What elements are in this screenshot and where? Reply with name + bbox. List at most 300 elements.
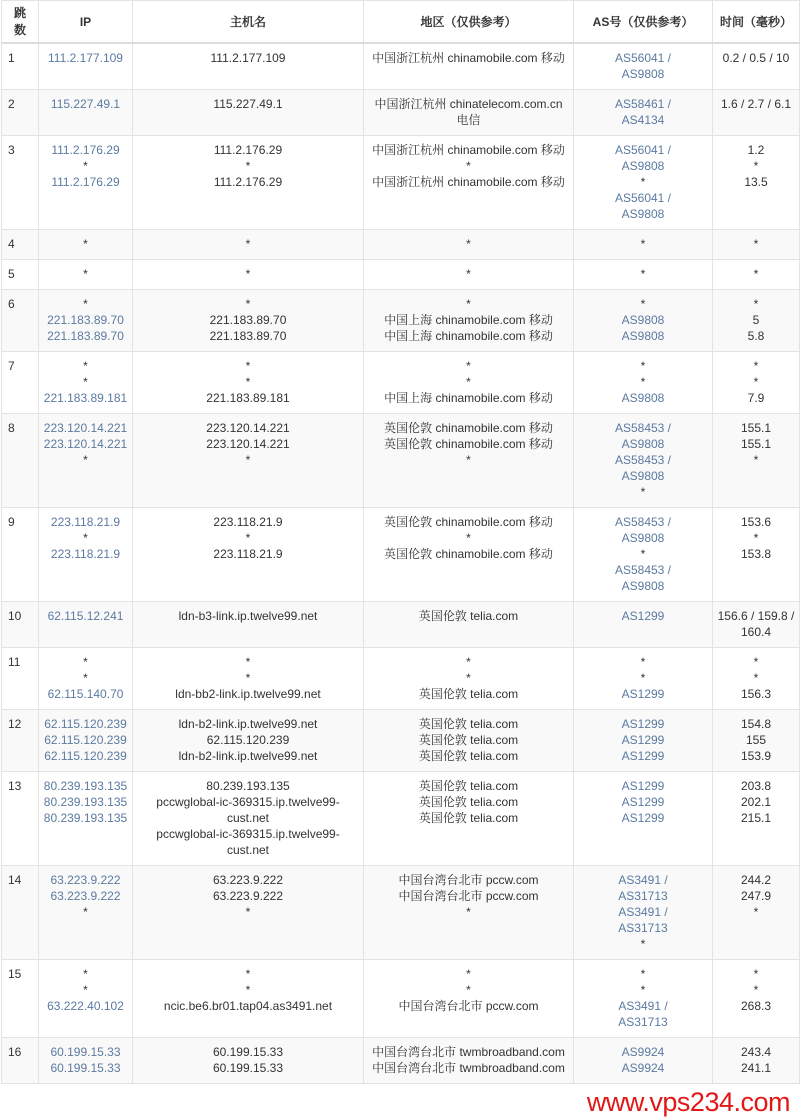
time-cell [713,710,800,772]
host-line: 223.120.14.221 [206,437,290,451]
host-line: 111.2.177.109 [210,51,286,65]
hop-cell: 10 [2,602,39,648]
table-row [2,648,800,710]
table-row [2,290,800,352]
region-line: * [466,297,471,311]
time-line: 155.1 [740,437,772,451]
region-line: 英国伦敦 telia.com [418,733,519,747]
as-link[interactable]: AS58453 / [614,421,672,435]
header-ip: IP [39,1,133,44]
region-cell [364,866,574,960]
table-row [2,1038,800,1084]
host-line: * [245,671,251,685]
hostname-cell [133,136,364,230]
ip-line: * [83,375,88,389]
table-row [2,352,800,414]
time-line: 247.9 [740,889,772,903]
region-line: * [466,655,471,669]
region-line: * [466,453,471,467]
region-line: * [466,267,471,281]
hop-cell: 4 [2,230,39,260]
as-cell [574,352,713,414]
as-link[interactable]: AS9808 [621,579,665,593]
time-cell [713,772,800,866]
time-line: 153.6 [740,515,772,529]
region-cell [364,960,574,1038]
host-line: 221.183.89.70 [209,313,287,327]
as-cell [574,43,713,90]
ip-link[interactable]: 60.199.15.33 [50,1045,121,1059]
region-line: * [466,905,471,919]
region-line: 中国浙江杭州 chinatelecom.com.cn [374,97,563,111]
host-line: ldn-bb2-link.ip.twelve99.net [175,687,321,701]
ip-link[interactable]: 223.120.14.221 [43,421,128,435]
region-line: 英国伦敦 telia.com [418,795,519,809]
region-line: 中国浙江杭州 chinamobile.com 移动 [372,143,565,157]
ip-cell [39,602,133,648]
host-line: * [245,375,251,389]
time-cell [713,230,800,260]
table-row [2,602,800,648]
table-row [2,508,800,602]
as-line: * [640,967,646,981]
as-link[interactable]: AS9808 [621,67,665,81]
as-line: * [640,237,646,251]
time-line: * [753,655,759,669]
region-line: * [466,237,471,251]
host-line: 60.199.15.33 [212,1045,284,1059]
as-cell [574,648,713,710]
header-hop: 跳数 [2,1,39,44]
hostname-cell [133,290,364,352]
region-line: * [466,531,471,545]
as-link[interactable]: AS56041 / [614,143,672,157]
region-line: 中国上海 chinamobile.com 移动 [384,329,553,343]
region-cell [364,414,574,508]
ip-cell [39,43,133,90]
as-link[interactable]: AS31713 [618,889,668,903]
host-line: * [245,359,251,373]
time-cell [713,1038,800,1084]
as-line: * [640,671,646,685]
region-line: 中国上海 chinamobile.com 移动 [384,391,553,405]
time-line: * [753,297,759,311]
as-link[interactable]: AS9808 [621,329,665,343]
ip-line: * [83,671,88,685]
hostname-cell [133,508,364,602]
table-row [2,414,800,508]
hostname-cell [133,710,364,772]
as-line: * [640,547,646,561]
as-line: * [640,267,646,281]
time-line: 203.8 [740,779,772,793]
table-row [2,136,800,230]
as-line: * [640,655,646,669]
time-line: 154.8 [740,717,772,731]
time-line: * [753,453,759,467]
table-row [2,43,800,90]
region-cell [364,1038,574,1084]
hop-cell: 2 [2,90,39,136]
host-line: * [245,905,251,919]
time-line: 268.3 [740,999,772,1013]
time-line: 202.1 [740,795,772,809]
hop-cell: 6 [2,290,39,352]
region-line: 电信 [456,113,481,127]
ip-cell [39,508,133,602]
time-line: 241.1 [740,1061,772,1075]
host-line: * [245,453,251,467]
ip-link[interactable]: 63.222.40.102 [47,999,124,1013]
ip-line: * [83,655,88,669]
host-line: 63.223.9.222 [212,873,284,887]
host-line: * [245,159,251,173]
as-line: * [640,375,646,389]
ip-cell [39,648,133,710]
hop-cell: 1 [2,43,39,90]
host-line: 223.120.14.221 [206,421,290,435]
ip-cell [39,260,133,290]
as-cell [574,260,713,290]
as-cell [574,1038,713,1084]
host-line: cust.net [226,811,270,825]
as-link[interactable]: AS9808 [621,207,665,221]
hostname-cell [133,648,364,710]
table-row [2,960,800,1038]
hop-cell: 15 [2,960,39,1038]
as-link[interactable]: AS9808 [621,531,665,545]
region-cell [364,508,574,602]
as-line: * [640,983,646,997]
as-cell [574,508,713,602]
ip-link[interactable]: 223.120.14.221 [43,437,128,451]
ip-line: * [83,905,88,919]
as-cell [574,414,713,508]
time-cell [713,43,800,90]
region-cell [364,772,574,866]
as-link[interactable]: AS58461 / [614,97,672,111]
region-line: * [466,359,471,373]
hostname-cell [133,43,364,90]
time-cell [713,136,800,230]
hop-cell: 12 [2,710,39,772]
traceroute-table [1,0,800,1084]
time-line: 243.4 [740,1045,772,1059]
time-cell [713,290,800,352]
ip-link[interactable]: 223.118.21.9 [50,515,121,529]
hop-cell: 11 [2,648,39,710]
time-line: * [753,267,759,281]
region-line: 中国台湾台北市 twmbroadband.com [372,1045,565,1059]
as-link[interactable]: AS1299 [621,779,665,793]
as-cell [574,230,713,260]
ip-line: * [83,531,88,545]
region-line: 中国台湾台北市 pccw.com [398,873,539,887]
ip-line: * [83,267,88,281]
host-line: ldn-b2-link.ip.twelve99.net [178,749,318,763]
host-line: 223.118.21.9 [213,547,283,561]
table-row [2,230,800,260]
host-line: ldn-b2-link.ip.twelve99.net [178,717,318,731]
hop-cell: 8 [2,414,39,508]
ip-link[interactable]: 221.183.89.70 [47,313,124,327]
ip-link[interactable]: 80.239.193.135 [43,779,128,793]
ip-line: * [83,359,88,373]
hostname-cell [133,260,364,290]
region-line: 英国伦敦 chinamobile.com 移动 [384,437,553,451]
hostname-cell [133,414,364,508]
as-link[interactable]: AS58453 / [614,453,672,467]
as-link[interactable]: AS3491 / [618,873,668,887]
time-line: 1.2 [747,143,765,157]
as-link[interactable]: AS1299 [621,609,665,623]
ip-cell [39,710,133,772]
table-row [2,710,800,772]
ip-link[interactable]: 221.183.89.70 [47,329,124,343]
as-link[interactable]: AS9808 [621,391,665,405]
host-line: * [245,297,251,311]
as-link[interactable]: AS9924 [621,1045,665,1059]
ip-cell [39,136,133,230]
ip-link[interactable]: 62.115.140.70 [47,687,124,701]
host-line: * [245,237,251,251]
ip-line: * [83,237,88,251]
time-line: 5 [752,313,760,327]
header-as: AS号（仅供参考） [574,1,713,44]
ip-link[interactable]: 62.115.120.239 [44,733,127,747]
as-cell [574,960,713,1038]
region-line: 英国伦敦 telia.com [418,749,519,763]
as-link[interactable]: AS31713 [618,1015,668,1029]
time-line: 5.8 [747,329,765,343]
header-host: 主机名 [133,1,364,44]
time-cell [713,90,800,136]
region-cell [364,136,574,230]
table-row [2,260,800,290]
region-line: 中国浙江杭州 chinamobile.com 移动 [372,175,565,189]
hostname-cell [133,1038,364,1084]
region-cell [364,90,574,136]
region-line: 英国伦敦 telia.com [418,609,519,623]
as-link[interactable]: AS1299 [621,733,665,747]
as-cell [574,90,713,136]
region-line: 中国台湾台北市 twmbroadband.com [372,1061,565,1075]
as-link[interactable]: AS9808 [621,469,665,483]
ip-link[interactable]: 62.115.120.239 [44,749,127,763]
region-line: 中国台湾台北市 pccw.com [398,999,539,1013]
host-line: ncic.be6.br01.tap04.as3491.net [163,999,333,1013]
as-link[interactable]: AS3491 / [618,999,668,1013]
as-link[interactable]: AS56041 / [614,191,672,205]
as-link[interactable]: AS56041 / [614,51,672,65]
as-link[interactable]: AS9808 [621,437,665,451]
region-line: 英国伦敦 telia.com [418,687,519,701]
time-line: * [753,983,759,997]
ip-cell [39,772,133,866]
hostname-cell [133,866,364,960]
host-line: 60.199.15.33 [212,1061,284,1075]
hostname-cell [133,230,364,260]
as-link[interactable]: AS3491 / [618,905,668,919]
as-link[interactable]: AS4134 [621,113,665,127]
time-line: 7.9 [747,391,765,405]
time-line: * [753,671,759,685]
watermark: www.vps234.com [586,1087,790,1117]
time-line: * [753,359,759,373]
region-line: * [466,375,471,389]
host-line: 221.183.89.181 [206,391,290,405]
time-line: * [753,159,759,173]
as-link[interactable]: AS1299 [621,811,665,825]
as-link[interactable]: AS58453 / [614,563,672,577]
time-line: 156.6 / 159.8 / [717,609,795,623]
time-line: * [753,237,759,251]
host-line: 80.239.193.135 [206,779,290,793]
region-line: * [466,671,471,685]
region-line: 中国台湾台北市 pccw.com [398,889,539,903]
as-line: * [640,485,646,499]
as-link[interactable]: AS1299 [621,749,665,763]
region-line: 英国伦敦 telia.com [418,779,519,793]
hop-cell: 16 [2,1038,39,1084]
host-line: * [245,967,251,981]
time-line: 160.4 [740,625,772,639]
ip-cell [39,352,133,414]
as-link[interactable]: AS9924 [621,1061,665,1075]
region-cell [364,352,574,414]
as-link[interactable]: AS1299 [621,795,665,809]
hop-cell: 3 [2,136,39,230]
as-cell [574,710,713,772]
ip-cell [39,960,133,1038]
hostname-cell [133,352,364,414]
region-cell [364,230,574,260]
region-line: * [466,983,471,997]
ip-link[interactable]: 80.239.193.135 [43,795,128,809]
ip-link[interactable]: 62.115.12.241 [47,609,124,623]
as-line: * [640,175,646,189]
ip-line: * [83,983,88,997]
as-line: * [640,937,646,951]
as-cell [574,602,713,648]
ip-line: * [83,159,88,173]
host-line: * [245,655,251,669]
ip-line: * [83,453,88,467]
ip-link[interactable]: 115.227.49.1 [50,97,121,111]
hop-cell: 5 [2,260,39,290]
time-cell [713,414,800,508]
ip-line: * [83,297,88,311]
ip-link[interactable]: 80.239.193.135 [43,811,128,825]
as-link[interactable]: AS1299 [621,687,665,701]
ip-link[interactable]: 221.183.89.181 [43,391,128,405]
header-time: 时间（毫秒） [713,1,800,44]
ip-cell [39,230,133,260]
time-cell [713,352,800,414]
time-cell [713,508,800,602]
ip-cell [39,866,133,960]
ip-cell [39,414,133,508]
host-line: * [245,983,251,997]
as-line: * [640,359,646,373]
time-cell [713,260,800,290]
region-line: 英国伦敦 telia.com [418,717,519,731]
host-line: 115.227.49.1 [213,97,283,111]
time-line: 244.2 [740,873,772,887]
region-cell [364,602,574,648]
hop-cell: 7 [2,352,39,414]
as-link[interactable]: AS58453 / [614,515,672,529]
region-line: * [466,159,471,173]
time-line: 156.3 [740,687,772,701]
as-link[interactable]: AS9808 [621,159,665,173]
region-line: 中国上海 chinamobile.com 移动 [384,313,553,327]
host-line: 111.2.176.29 [213,143,283,157]
ip-link[interactable]: 60.199.15.33 [50,1061,121,1075]
host-line: * [245,267,251,281]
region-cell [364,290,574,352]
ip-link[interactable]: 111.2.176.29 [51,143,120,157]
time-line: * [753,375,759,389]
as-link[interactable]: AS9808 [621,313,665,327]
hostname-cell [133,602,364,648]
host-line: * [245,531,251,545]
host-line: pccwglobal-ic-369315.ip.twelve99- [156,827,340,841]
time-cell [713,648,800,710]
time-line: 153.9 [740,749,772,763]
hostname-cell [133,960,364,1038]
ip-link[interactable]: 63.223.9.222 [50,873,121,887]
host-line: 62.115.120.239 [206,733,290,747]
time-cell [713,866,800,960]
table-row [2,90,800,136]
time-line: 155.1 [740,421,772,435]
time-line: 0.2 / 0.5 / 10 [722,51,790,65]
table-row [2,866,800,960]
region-cell [364,710,574,772]
region-line: 英国伦敦 chinamobile.com 移动 [384,421,553,435]
region-line: 英国伦敦 chinamobile.com 移动 [384,547,553,561]
region-cell [364,648,574,710]
ip-cell [39,90,133,136]
time-line: 215.1 [740,811,772,825]
hostname-cell [133,90,364,136]
as-cell [574,866,713,960]
table-body [2,43,800,1084]
as-link[interactable]: AS1299 [621,717,665,731]
hop-cell: 13 [2,772,39,866]
host-line: 63.223.9.222 [212,889,284,903]
region-line: * [466,967,471,981]
host-line: cust.net [226,843,270,857]
region-cell [364,43,574,90]
ip-link[interactable]: 62.115.120.239 [44,717,127,731]
region-line: 英国伦敦 chinamobile.com 移动 [384,515,553,529]
as-link[interactable]: AS31713 [618,921,668,935]
ip-link[interactable]: 223.118.21.9 [50,547,121,561]
time-line: 1.6 / 2.7 / 6.1 [720,97,792,111]
ip-link[interactable]: 63.223.9.222 [50,889,121,903]
table-header [2,1,800,44]
host-line: 221.183.89.70 [209,329,287,343]
as-cell [574,290,713,352]
table-row [2,772,800,866]
host-line: 111.2.176.29 [213,175,283,189]
ip-cell [39,290,133,352]
ip-link[interactable]: 111.2.176.29 [51,175,120,189]
time-cell [713,960,800,1038]
ip-link[interactable]: 111.2.177.109 [48,51,123,65]
